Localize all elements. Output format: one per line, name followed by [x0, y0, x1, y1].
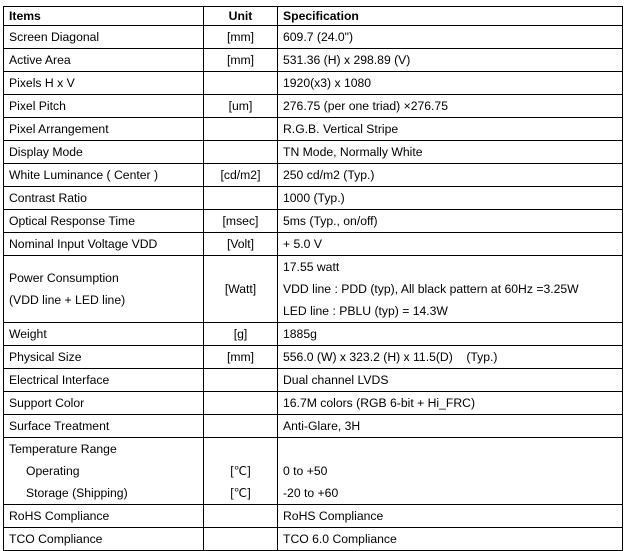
row-item: Electrical Interface — [4, 369, 204, 392]
row-spec: 1885g — [278, 323, 623, 346]
table-row — [4, 323, 623, 346]
row-unit — [204, 505, 278, 528]
power-item-line1: Power Consumption — [9, 271, 119, 285]
row-item: Support Color — [4, 392, 204, 415]
row-unit — [204, 187, 278, 210]
table-row — [4, 369, 623, 392]
table-row — [4, 392, 623, 415]
row-spec: R.G.B. Vertical Stripe — [278, 118, 623, 141]
temperature-spec-blank — [283, 438, 617, 460]
row-item: Pixel Arrangement — [4, 118, 204, 141]
row-spec — [278, 256, 623, 323]
row-unit: [msec] — [204, 210, 278, 233]
row-item: Weight — [4, 323, 204, 346]
row-unit — [204, 369, 278, 392]
row-unit: [mm] — [204, 346, 278, 369]
row-unit: [cd/m2] — [204, 164, 278, 187]
row-item: Optical Response Time — [4, 210, 204, 233]
table-row — [4, 233, 623, 256]
table-row — [4, 72, 623, 95]
row-unit: [mm] — [204, 49, 278, 72]
row-unit — [204, 415, 278, 438]
temperature-unit-blank — [209, 438, 272, 460]
row-item: TCO Compliance — [4, 528, 204, 551]
temperature-spec-storage: -20 to +60 — [283, 486, 339, 500]
row-item: Surface Treatment — [4, 415, 204, 438]
temperature-item-line1: Temperature Range — [9, 442, 117, 456]
table-row — [4, 528, 623, 551]
header-items: Items — [4, 7, 204, 26]
header-specification: Specification — [278, 7, 623, 26]
table-row — [4, 49, 623, 72]
table-row-temperature — [4, 438, 623, 505]
temperature-unit-operating: [℃] — [230, 464, 251, 478]
row-spec: 556.0 (W) x 323.2 (H) x 11.5(D) (Typ.) — [278, 346, 623, 369]
row-unit — [204, 528, 278, 551]
row-spec: 531.36 (H) x 298.89 (V) — [278, 49, 623, 72]
row-spec: 1000 (Typ.) — [278, 187, 623, 210]
row-spec: Anti-Glare, 3H — [278, 415, 623, 438]
row-spec: + 5.0 V — [278, 233, 623, 256]
row-unit: [g] — [204, 323, 278, 346]
row-spec: TN Mode, Normally White — [278, 141, 623, 164]
row-item: Pixels H x V — [4, 72, 204, 95]
power-spec-line2: VDD line : PDD (typ), All black pattern at 60Hz =3.25W — [283, 282, 579, 296]
power-item-line2: (VDD line + LED line) — [9, 293, 126, 307]
row-unit: [Volt] — [204, 233, 278, 256]
row-item: Pixel Pitch — [4, 95, 204, 118]
row-spec: 609.7 (24.0") — [278, 26, 623, 49]
row-unit: [um] — [204, 95, 278, 118]
row-spec — [278, 438, 623, 505]
row-spec: 5ms (Typ., on/off) — [278, 210, 623, 233]
header-row — [4, 7, 623, 26]
temperature-unit-storage: [℃] — [230, 486, 251, 500]
row-spec: 1920(x3) x 1080 — [278, 72, 623, 95]
row-item: RoHS Compliance — [4, 505, 204, 528]
table-row — [4, 187, 623, 210]
row-item: Active Area — [4, 49, 204, 72]
table-row — [4, 118, 623, 141]
power-spec-line3: LED line : PBLU (typ) = 14.3W — [283, 304, 448, 318]
row-unit: [Watt] — [204, 256, 278, 323]
header-unit: Unit — [204, 7, 278, 26]
row-item: Physical Size — [4, 346, 204, 369]
table-row — [4, 26, 623, 49]
row-unit — [204, 141, 278, 164]
temperature-item-operating: Operating — [26, 464, 80, 478]
table-row — [4, 415, 623, 438]
row-unit — [204, 392, 278, 415]
row-unit — [204, 72, 278, 95]
row-unit — [204, 438, 278, 505]
row-spec: 276.75 (per one triad) ×276.75 — [278, 95, 623, 118]
row-unit: [mm] — [204, 26, 278, 49]
row-item: Nominal Input Voltage VDD — [4, 233, 204, 256]
row-spec: TCO 6.0 Compliance — [278, 528, 623, 551]
table-row — [4, 141, 623, 164]
table-row — [4, 164, 623, 187]
row-item: Display Mode — [4, 141, 204, 164]
table-row — [4, 210, 623, 233]
specification-table — [3, 6, 623, 551]
table-row — [4, 95, 623, 118]
table-row — [4, 346, 623, 369]
table-row-power — [4, 256, 623, 323]
row-spec: Dual channel LVDS — [278, 369, 623, 392]
row-spec: 250 cd/m2 (Typ.) — [278, 164, 623, 187]
table-row — [4, 505, 623, 528]
row-spec: 16.7M colors (RGB 6-bit + Hi_FRC) — [278, 392, 623, 415]
row-spec: RoHS Compliance — [278, 505, 623, 528]
row-item — [4, 256, 204, 323]
temperature-spec-operating: 0 to +50 — [283, 464, 328, 478]
temperature-item-storage: Storage (Shipping) — [26, 486, 128, 500]
row-unit — [204, 118, 278, 141]
row-item: Screen Diagonal — [4, 26, 204, 49]
row-item — [4, 438, 204, 505]
row-item: Contrast Ratio — [4, 187, 204, 210]
row-item: White Luminance ( Center ) — [4, 164, 204, 187]
power-spec-line1: 17.55 watt — [283, 260, 340, 274]
